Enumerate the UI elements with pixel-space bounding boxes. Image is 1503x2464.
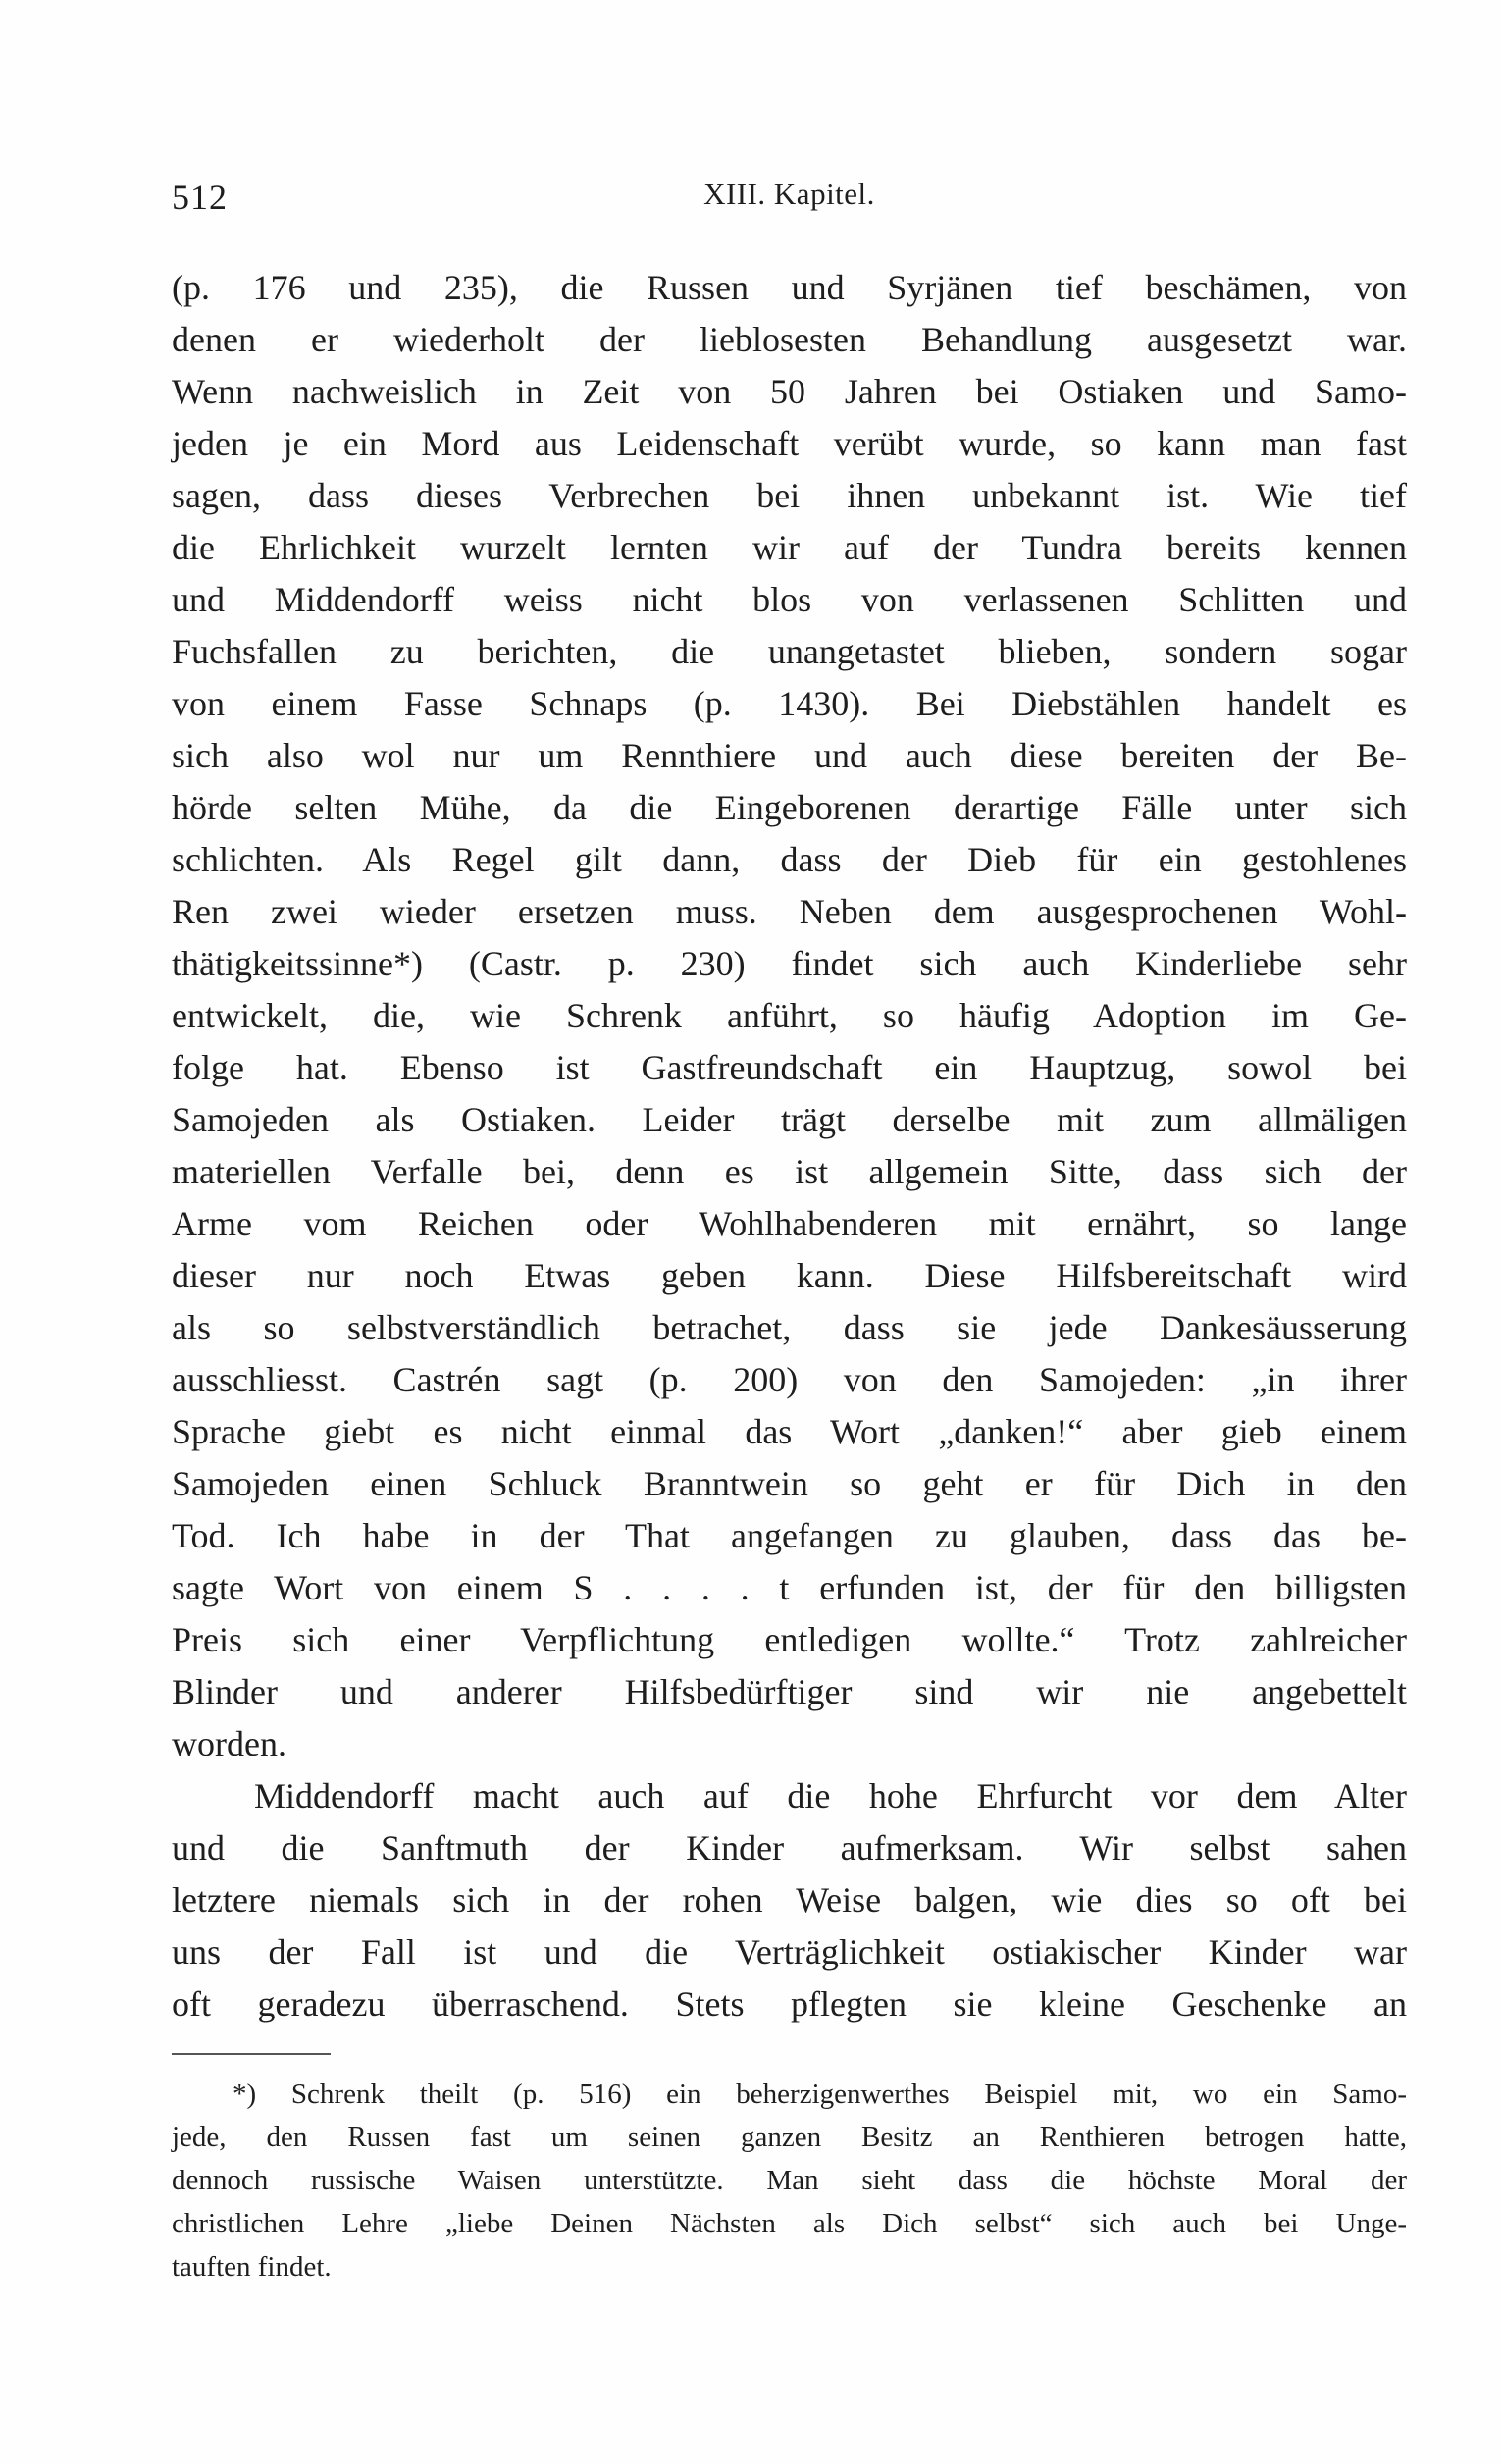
text-line: schlichten. Als Regel gilt dann, dass der Dieb für ein gestohlenes [172, 840, 1407, 879]
text-line: Samojeden als Ostiaken. Leider trägt derselbe mit zum allmäligen [172, 1100, 1407, 1139]
text-line: entwickelt, die, wie Schrenk anführt, so häufig Adoption im Ge- [172, 996, 1407, 1035]
footnote-line: jede, den Russen fast um seinen ganzen Besitz an Renthieren betrogen hatte, [172, 2122, 1407, 2153]
footnote [172, 2072, 1407, 2288]
text-line: Blinder und anderer Hilfsbedürftiger sind wir nie angebettelt [172, 1672, 1407, 1711]
text-line: Tod. Ich habe in der That angefangen zu glauben, dass das be- [172, 1516, 1407, 1555]
footnote-rule [172, 2053, 331, 2055]
running-head: XIII. Kapitel. [703, 177, 875, 211]
text-line: folge hat. Ebenso ist Gastfreundschaft ein Hauptzug, sowol bei [172, 1048, 1407, 1087]
text-line: die Ehrlichkeit wurzelt lernten wir auf der Tundra bereits kennen [172, 528, 1407, 567]
page-header [172, 177, 1407, 224]
text-line: dieser nur noch Etwas geben kann. Diese Hilfsbereitschaft wird [172, 1256, 1407, 1295]
text-line: oft geradezu überraschend. Stets pflegten sie kleine Geschenke an [172, 1984, 1407, 2023]
page-number: 512 [172, 178, 228, 217]
text-line: von einem Fasse Schnaps (p. 1430). Bei Diebstählen handelt es [172, 684, 1407, 723]
text-line: letztere niemals sich in der rohen Weise balgen, wie dies so oft bei [172, 1880, 1407, 1919]
footnote-line: *) Schrenk theilt (p. 516) ein beherzigenwerthes Beispiel mit, wo ein Samo- [233, 2078, 1407, 2110]
text-line: uns der Fall ist und die Verträglichkeit ostiakischer Kinder war [172, 1932, 1407, 1971]
text-line: (p. 176 und 235), die Russen und Syrjänen tief beschämen, von [172, 268, 1407, 307]
text-line: Sprache giebt es nicht einmal das Wort „danken!“ aber gieb einem [172, 1412, 1407, 1451]
text-line: thätigkeitssinne*) (Castr. p. 230) findet sich auch Kinderliebe sehr [172, 944, 1407, 983]
text-line: ausschliesst. Castrén sagt (p. 200) von den Samojeden: „in ihrer [172, 1360, 1407, 1399]
text-line: sagen, dass dieses Verbrechen bei ihnen unbekannt ist. Wie tief [172, 476, 1407, 515]
text-line: denen er wiederholt der lieblosesten Behandlung ausgesetzt war. [172, 320, 1407, 359]
text-line: Wenn nachweislich in Zeit von 50 Jahren bei Ostiaken und Samo- [172, 372, 1407, 411]
text-line: Middendorff macht auch auf die hohe Ehrfurcht vor dem Alter [254, 1776, 1407, 1815]
footnote-line: tauften findet. [172, 2251, 332, 2282]
footnote-line: dennoch russische Waisen unterstützte. Man sieht dass die höchste Moral der [172, 2165, 1407, 2196]
text-line: hörde selten Mühe, da die Eingeborenen derartige Fälle unter sich [172, 788, 1407, 827]
text-line: als so selbstverständlich betrachet, dass sie jede Dankesäusserung [172, 1308, 1407, 1347]
text-line: Arme vom Reichen oder Wohlhabenderen mit ernährt, so lange [172, 1204, 1407, 1243]
text-line: Samojeden einen Schluck Branntwein so geht er für Dich in den [172, 1464, 1407, 1503]
body-text [172, 262, 1407, 2030]
text-line: sagte Wort von einem S . . . . t erfunden ist, der für den billigsten [172, 1568, 1407, 1607]
text-line: materiellen Verfalle bei, denn es ist allgemein Sitte, dass sich der [172, 1152, 1407, 1191]
text-line: Preis sich einer Verpflichtung entledigen wollte.“ Trotz zahlreicher [172, 1620, 1407, 1659]
text-line: Ren zwei wieder ersetzen muss. Neben dem ausgesprochenen Wohl- [172, 892, 1407, 931]
text-line: jeden je ein Mord aus Leidenschaft verübt wurde, so kann man fast [172, 424, 1407, 463]
text-line: sich also wol nur um Rennthiere und auch diese bereiten der Be- [172, 736, 1407, 775]
text-line: Fuchsfallen zu berichten, die unangetastet blieben, sondern sogar [172, 632, 1407, 671]
footnote-line: christlichen Lehre „liebe Deinen Nächsten als Dich selbst“ sich auch bei Unge- [172, 2208, 1407, 2239]
text-line: worden. [172, 1724, 286, 1763]
text-line: und die Sanftmuth der Kinder aufmerksam. Wir selbst sahen [172, 1828, 1407, 1867]
text-line: und Middendorff weiss nicht blos von verlassenen Schlitten und [172, 580, 1407, 619]
